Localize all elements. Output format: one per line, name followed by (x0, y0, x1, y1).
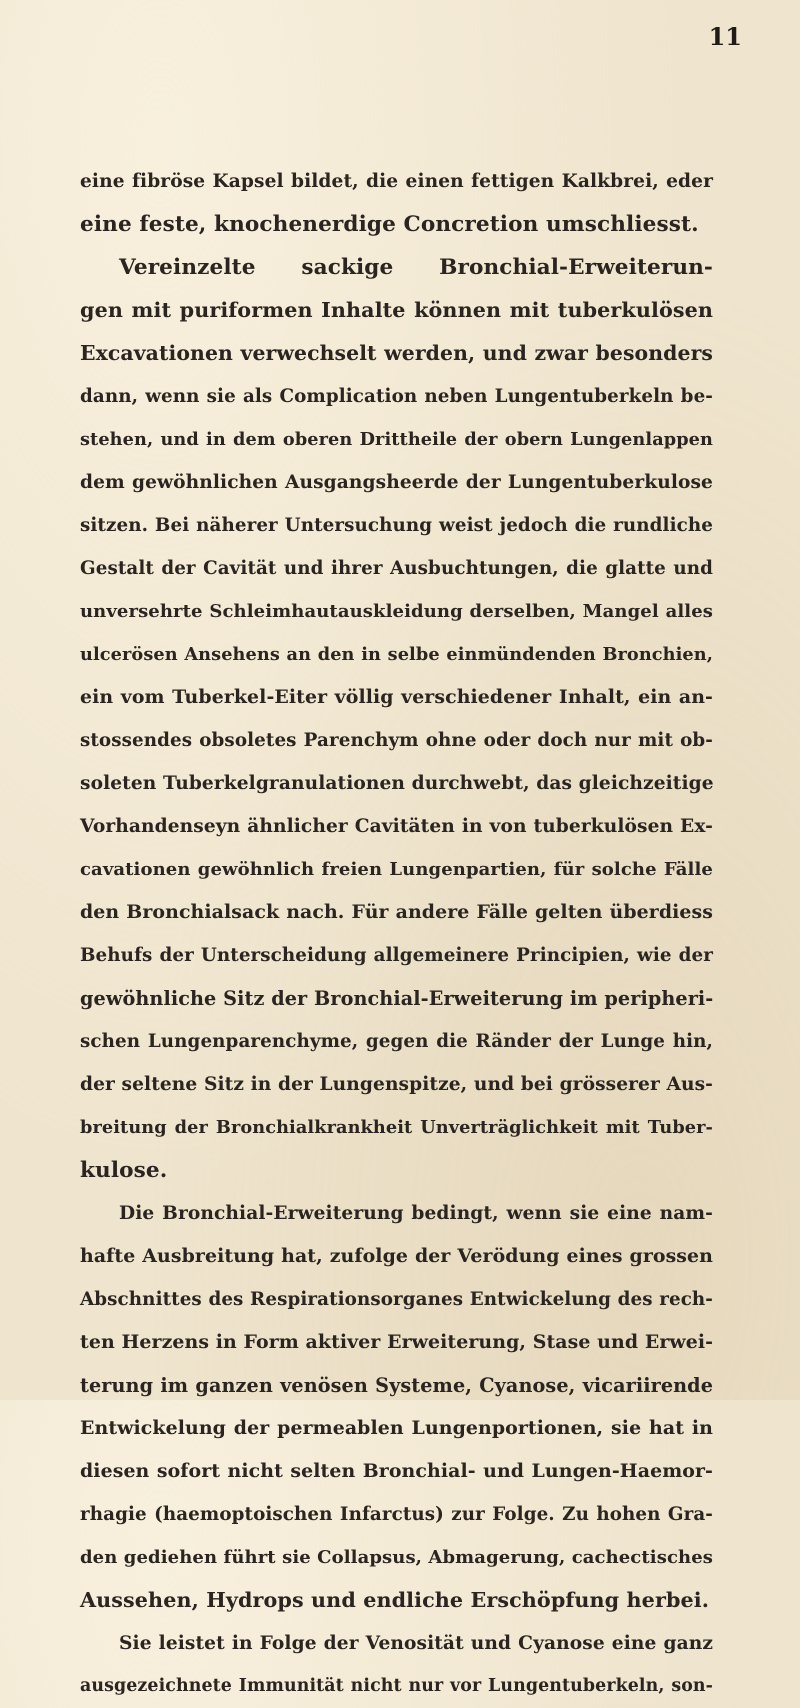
text-line: soleten Tuberkelgranulationen durchwebt, das gleichzeitige (80, 773, 714, 794)
text-line: dann, wenn sie als Complication neben Lungentuberkeln be- (80, 386, 713, 407)
text-line: unversehrte Schleimhautauskleidung derselben, Mangel alles (80, 601, 713, 622)
text-line: kulose. (80, 1158, 168, 1183)
text-line: stossendes obsoletes Parenchym ohne oder doch nur mit ob- (80, 730, 713, 751)
page-number: 11 (708, 22, 742, 51)
text-line: schen Lungenparenchyme, gegen die Ränder der Lunge hin, (80, 1031, 713, 1052)
text-line: gewöhnliche Sitz der Bronchial-Erweiterung im peripheri- (80, 987, 714, 1010)
text-line: sitzen. Bei näherer Untersuchung weist jedoch die rundliche (80, 515, 713, 536)
text-line: Excavationen verwechselt werden, und zwar besonders (80, 341, 713, 365)
text-line: breitung der Bronchialkrankheit Unverträglichkeit mit Tuber- (80, 1117, 713, 1138)
text-line: ten Herzens in Form aktiver Erweiterung, Stase und Erwei- (80, 1331, 714, 1353)
text-line: Vereinzelte sackige Bronchial-Erweiterun- (119, 255, 713, 280)
text-line: Entwickelung der permeablen Lungenportionen, sie hat in (80, 1417, 713, 1439)
text-line: hafte Ausbreitung hat, zufolge der Verödung eines grossen (80, 1245, 713, 1267)
text-line: rhagie (haemoptoischen Infarctus) zur Folge. Zu hohen Gra- (80, 1504, 713, 1525)
text-line: den gediehen führt sie Collapsus, Abmagerung, cachectisches (80, 1547, 713, 1568)
text-line: terung im ganzen venösen Systeme, Cyanose, vicariirende (80, 1374, 713, 1397)
text-line: Die Bronchial-Erweiterung bedingt, wenn sie eine nam- (119, 1203, 713, 1224)
text-line: Aussehen, Hydrops und endliche Erschöpfung herbei. (80, 1588, 710, 1612)
text-line: ulcerösen Ansehens an den in selbe einmündenden Bronchien, (80, 644, 713, 665)
text-line: ausgezeichnete Immunität nicht nur vor Lungentuberkeln, son- (80, 1676, 713, 1696)
text-line: eine feste, knochenerdige Concretion umschliesst. (80, 212, 699, 237)
text-line: stehen, und in dem oberen Drittheile der obern Lungenlappen (80, 429, 713, 450)
text-line: der seltene Sitz in der Lungenspitze, und bei grösserer Aus- (80, 1074, 713, 1095)
text-line: dem gewöhnlichen Ausgangsheerde der Lungentuberkulose (80, 472, 713, 493)
body-text (80, 160, 713, 1708)
text-line: diesen sofort nicht selten Bronchial- und Lungen-Haemor- (80, 1460, 713, 1482)
text-line: Vorhandenseyn ähnlicher Cavitäten in von tuberkulösen Ex- (80, 816, 713, 837)
text-line: Behufs der Unterscheidung allgemeinere Principien, wie der (80, 945, 713, 966)
text-line: cavationen gewöhnlich freien Lungenpartien, für solche Fälle (80, 859, 713, 880)
text-line: gen mit puriformen Inhalte können mit tuberkulösen (80, 298, 713, 322)
text-line: eine fibröse Kapsel bildet, die einen fettigen Kalkbrei, eder (80, 171, 713, 192)
text-line: ein vom Tuberkel-Eiter völlig verschiedener Inhalt, ein an- (80, 686, 713, 708)
text-line: Abschnittes des Respirationsorganes Entwickelung des rech- (80, 1289, 713, 1310)
text-line: Gestalt der Cavität und ihrer Ausbuchtungen, die glatte und (80, 558, 713, 579)
text-line: den Bronchialsack nach. Für andere Fälle gelten überdiess (80, 901, 713, 923)
text-line: Sie leistet in Folge der Venosität und Cyanose eine ganz (119, 1633, 713, 1654)
